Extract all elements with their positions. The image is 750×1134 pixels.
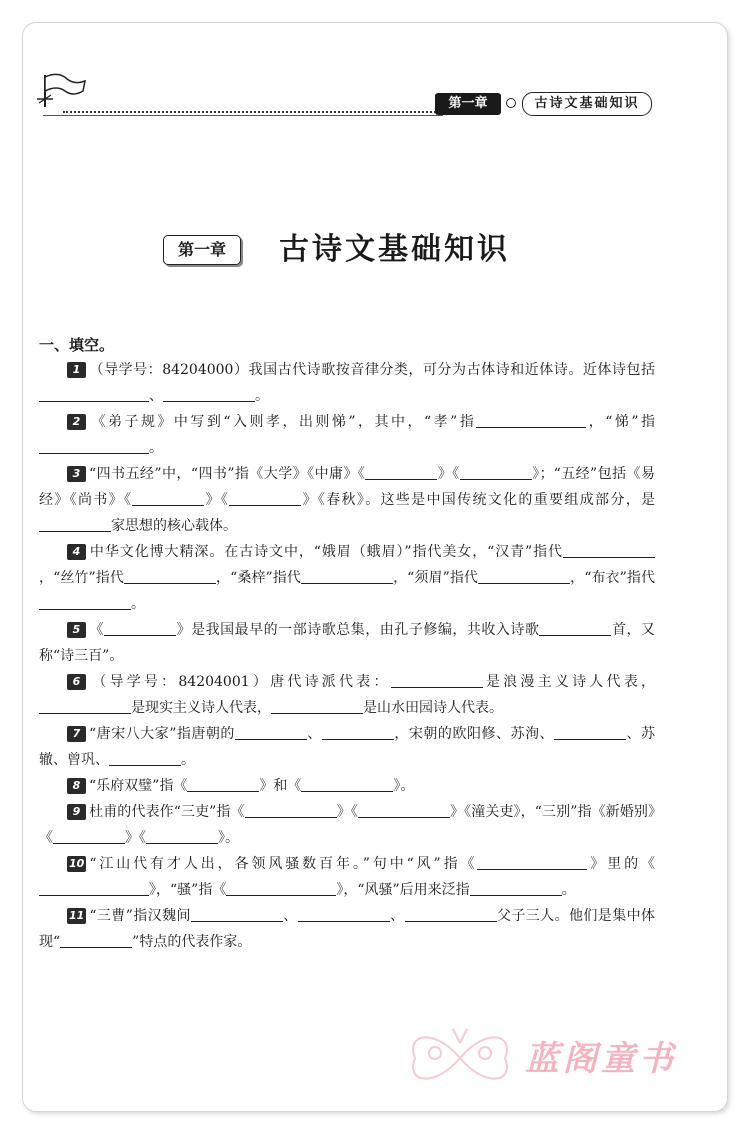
- question-text: 家思想的核心载体。: [111, 518, 237, 534]
- answer-blank[interactable]: [187, 777, 259, 792]
- question-text: 是浪漫主义诗人代表，: [482, 674, 655, 690]
- question-item: [39, 617, 655, 669]
- answer-blank[interactable]: [245, 803, 337, 818]
- question-text: 是现实主义诗人代表，: [131, 700, 271, 716]
- answer-blank[interactable]: [322, 725, 394, 740]
- answer-blank[interactable]: [235, 725, 307, 740]
- running-header: [23, 23, 727, 123]
- question-text: 、: [306, 726, 322, 742]
- answer-blank[interactable]: [39, 699, 131, 714]
- answer-blank[interactable]: [365, 465, 437, 480]
- flag-logo-icon: [33, 71, 89, 111]
- question-text: ，“须眉”指代: [392, 570, 479, 586]
- question-text: “三曹”指汉魏间: [89, 908, 191, 924]
- question-item: [39, 799, 655, 851]
- answer-blank[interactable]: [60, 933, 132, 948]
- answer-blank[interactable]: [391, 673, 483, 688]
- question-list: [39, 357, 655, 955]
- butterfly-watermark-icon: [395, 1023, 525, 1093]
- question-text: 、苏辙、曾巩、: [39, 726, 655, 768]
- question-text: 》。: [218, 830, 239, 846]
- book-page: [22, 22, 728, 1112]
- question-text: “乐府双璧”指《: [89, 778, 188, 794]
- question-item: [39, 851, 655, 903]
- question-text: 杜甫的代表作“三吏”指《: [89, 804, 245, 820]
- question-text: 》《: [204, 492, 230, 508]
- question-number: 1: [67, 362, 86, 378]
- question-text: ，宋朝的欧阳修、苏洵、: [393, 726, 554, 742]
- answer-blank[interactable]: [39, 517, 111, 532]
- question-text: ”特点的代表作家。: [132, 934, 252, 950]
- question-text: “唐宋八大家”指唐朝的: [89, 726, 235, 742]
- question-text: （导学号：84204001）唐代诗派代表：: [89, 674, 391, 690]
- answer-blank[interactable]: [298, 907, 390, 922]
- header-title: 古诗文基础知识: [522, 92, 652, 116]
- watermark-text: 蓝阁童书: [525, 1039, 677, 1079]
- question-text: 》；“五经”包括《易经》《尚书》《: [39, 466, 655, 508]
- question-number: 3: [67, 466, 86, 482]
- question-text: ，“丝竹”指代: [39, 570, 124, 586]
- question-text: 首，又称“诗三百”。: [39, 622, 656, 664]
- question-text: 、: [149, 388, 163, 404]
- question-number: 7: [67, 726, 86, 742]
- question-text: （导学号：84204000）我国古代诗歌按音律分类，可分为古体诗和近体诗。近体诗包括: [89, 362, 655, 378]
- answer-blank[interactable]: [146, 829, 218, 844]
- answer-blank[interactable]: [470, 881, 562, 896]
- watermark: [395, 1023, 715, 1093]
- question-number: 6: [67, 674, 86, 690]
- question-item: [39, 721, 655, 773]
- answer-blank[interactable]: [405, 907, 497, 922]
- answer-blank[interactable]: [124, 569, 216, 584]
- question-number: 2: [67, 414, 86, 430]
- question-text: 。: [561, 882, 576, 898]
- question-text: 》《: [336, 804, 358, 820]
- question-text: 。: [181, 752, 195, 768]
- chapter-heading: [23, 223, 727, 283]
- header-rule: [43, 115, 443, 116]
- question-text: 》，“骚”指《: [149, 882, 227, 898]
- question-item: [39, 669, 655, 721]
- question-number: 9: [67, 804, 86, 820]
- question-text: 》。: [393, 778, 415, 794]
- answer-blank[interactable]: [563, 543, 655, 558]
- answer-blank[interactable]: [39, 439, 149, 454]
- question-text: 。: [255, 388, 269, 404]
- question-text: 。: [131, 596, 145, 612]
- question-item: [39, 539, 655, 617]
- question-text: 》《潼关吏》，“三别”指《新婚别》《: [39, 804, 655, 846]
- header-chapter-tag: 第一章: [435, 93, 501, 115]
- question-text: ，“悌”指: [586, 414, 655, 430]
- question-number: 5: [67, 622, 86, 638]
- section-title: 一、填空。: [39, 336, 115, 354]
- answer-blank[interactable]: [39, 881, 149, 896]
- chapter-title: 古诗文基础知识: [279, 232, 510, 267]
- question-text: 》《: [125, 830, 146, 846]
- answer-blank[interactable]: [477, 855, 587, 870]
- chapter-label: 第一章: [163, 235, 241, 265]
- question-text: 、: [282, 908, 298, 924]
- question-item: [39, 357, 655, 409]
- answer-blank[interactable]: [229, 491, 301, 506]
- answer-blank[interactable]: [271, 699, 363, 714]
- question-text: 《弟子规》中写到“入则孝，出则悌”，其中，“孝”指: [89, 414, 477, 430]
- question-number: 11: [69, 909, 85, 922]
- question-number: 8: [67, 778, 86, 794]
- answer-blank[interactable]: [476, 413, 586, 428]
- question-text: ，“桑梓”指代: [215, 570, 301, 586]
- question-text: 《: [89, 622, 105, 638]
- question-number: 10: [69, 857, 85, 870]
- question-text: 、: [389, 908, 405, 924]
- question-text: 。: [149, 440, 163, 456]
- question-text: 父子三人。他们是集中体现“: [39, 908, 656, 950]
- answer-blank[interactable]: [39, 595, 131, 610]
- answer-blank[interactable]: [109, 751, 181, 766]
- answer-blank[interactable]: [460, 465, 532, 480]
- question-text: 》和《: [259, 778, 302, 794]
- answer-blank[interactable]: [104, 621, 176, 636]
- answer-blank[interactable]: [301, 569, 393, 584]
- question-item: [39, 903, 655, 955]
- question-text: 》里的《: [587, 856, 655, 872]
- question-text: 》，“风骚”后用来泛指: [336, 882, 470, 898]
- question-text: 中华文化博大精深。在古诗文中，“娥眉（蛾眉）”指代美女，“汉青”指代: [89, 544, 563, 560]
- answer-blank[interactable]: [301, 777, 393, 792]
- question-text: 》是我国最早的一部诗歌总集，由孔子修编，共收入诗歌: [176, 622, 540, 638]
- question-text: 》《春秋》。这些是中国传统文化的重要组成部分，是: [301, 492, 656, 508]
- header-bullet-icon: [506, 98, 516, 108]
- question-item: [39, 773, 655, 799]
- answer-blank[interactable]: [53, 829, 125, 844]
- question-item: [39, 409, 655, 461]
- answer-blank[interactable]: [539, 621, 611, 636]
- answer-blank[interactable]: [226, 881, 336, 896]
- answer-blank[interactable]: [191, 907, 283, 922]
- header-dotted-rule: [63, 111, 443, 113]
- answer-blank[interactable]: [478, 569, 570, 584]
- answer-blank[interactable]: [554, 725, 626, 740]
- question-text: ，“布衣”指代: [570, 570, 655, 586]
- answer-blank[interactable]: [163, 387, 255, 402]
- question-text: 》《: [437, 466, 460, 482]
- question-text: “江山代有才人出，各领风骚数百年。”句中“风”指《: [89, 856, 478, 872]
- question-text: “四书五经”中，“四书”指《大学》《中庸》《: [89, 466, 366, 482]
- answer-blank[interactable]: [39, 387, 149, 402]
- question-number: 4: [67, 544, 86, 560]
- question-item: [39, 461, 655, 539]
- answer-blank[interactable]: [358, 803, 450, 818]
- question-text: 是山水田园诗人代表。: [363, 700, 503, 716]
- answer-blank[interactable]: [132, 491, 204, 506]
